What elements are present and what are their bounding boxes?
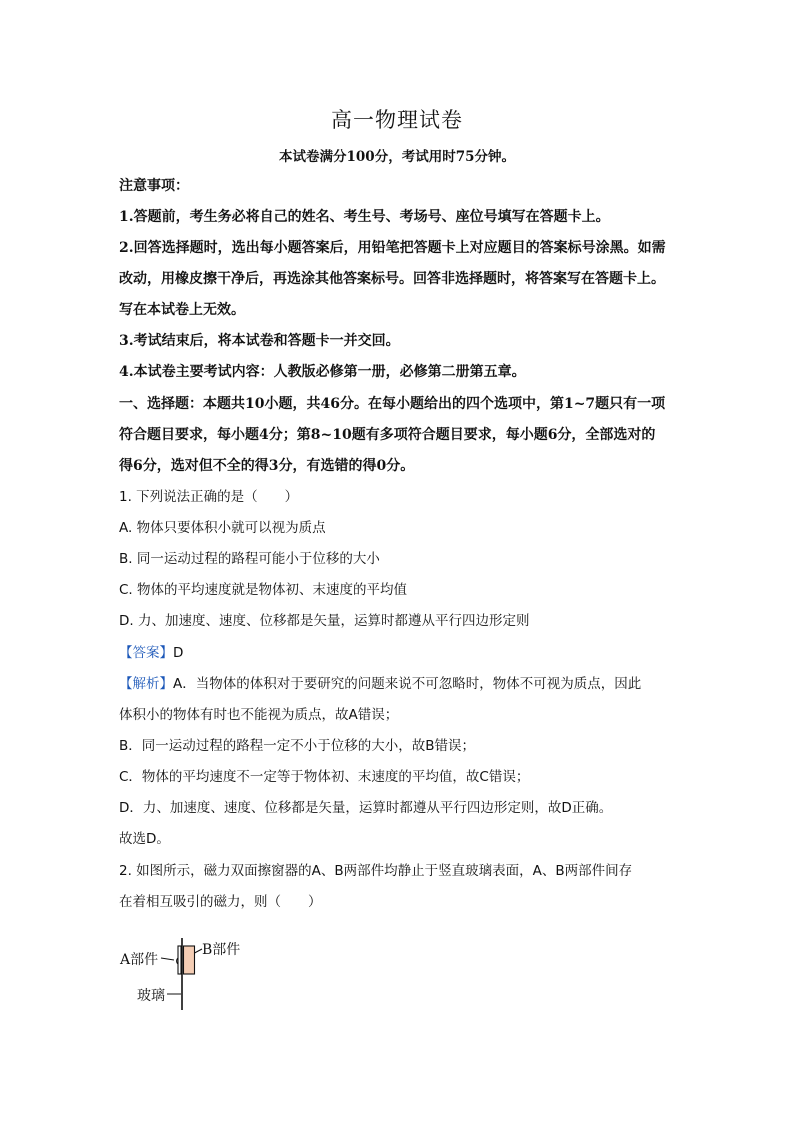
question-1-analysis-line-1 bbox=[119, 674, 679, 694]
part-b-body bbox=[184, 946, 195, 974]
question-1-analysis-line-3: B．同一运动过程的路程一定不小于位移的大小，故B错误； bbox=[119, 738, 476, 754]
part-b-leader bbox=[195, 949, 203, 953]
notes-heading: 注意事项： bbox=[119, 178, 189, 194]
question-1-analysis-line-4: C．物体的平均速度不一定等于物体初、末速度的平均值，故C错误； bbox=[119, 769, 530, 785]
question-1-option-c: C. 物体的平均速度就是物体初、末速度的平均值 bbox=[119, 582, 408, 598]
note-item-2-line-3: 写在本试卷上无效。 bbox=[119, 302, 245, 318]
question-2-stem-line-1: 2. 如图所示，磁力双面擦窗器的A、B两部件均静止于竖直玻璃表面，A、B两部件间存 bbox=[119, 863, 633, 879]
note-item-2-line-1: 2.回答选择题时，选出每小题答案后，用铅笔把答题卡上对应题目的答案标号涂黑。如需 bbox=[119, 240, 666, 256]
question-1-stem: 1. 下列说法正确的是（ ） bbox=[119, 489, 299, 505]
section-1-intro-line-1: 一、选择题：本题共10小题，共46分。在每小题给出的四个选项中，第1~7题只有一项 bbox=[119, 396, 666, 412]
question-1-analysis-line-2: 体积小的物体有时也不能视为质点，故A错误； bbox=[119, 707, 399, 723]
section-1-intro-line-2: 符合题目要求，每小题4分；第8~10题有多项符合题目要求，每小题6分，全部选对的 bbox=[119, 427, 656, 443]
analysis-text: A．当物体的体积对于要研究的问题来说不可忽略时，物体不可视为质点，因此 bbox=[173, 676, 642, 692]
label-part-b: B部件 bbox=[202, 942, 241, 958]
page-title: 高一物理试卷 bbox=[331, 108, 463, 132]
exam-info: 本试卷满分100分，考试用时75分钟。 bbox=[279, 149, 515, 165]
note-item-4: 4.本试卷主要考试内容：人教版必修第一册，必修第二册第五章。 bbox=[119, 364, 526, 380]
question-1-option-b: B. 同一运动过程的路程可能小于位移的大小 bbox=[119, 551, 380, 567]
answer-value: D bbox=[173, 645, 184, 661]
answer-tag: 【答案】 bbox=[119, 645, 173, 661]
note-item-1: 1.答题前，考生务必将自己的姓名、考生号、考场号、座位号填写在答题卡上。 bbox=[119, 209, 610, 225]
section-1-intro-line-3: 得6分，选对但不全的得3分，有选错的得0分。 bbox=[119, 458, 415, 474]
part-a-body bbox=[178, 946, 181, 974]
part-a-leader bbox=[161, 958, 174, 960]
note-item-2-line-2: 改动，用橡皮擦干净后，再选涂其他答案标号。回答非选择题时，将答案写在答题卡上。 bbox=[119, 271, 665, 287]
question-1-option-a: A. 物体只要体积小就可以视为质点 bbox=[119, 520, 326, 536]
question-1-analysis-line-5: D．力、加速度、速度、位移都是矢量，运算时都遵从平行四边形定则，故D正确。 bbox=[119, 800, 613, 816]
label-glass: 玻璃 bbox=[137, 988, 165, 1004]
question-1-conclusion: 故选D。 bbox=[119, 831, 170, 847]
question-1-answer bbox=[119, 643, 679, 663]
label-part-a: A部件 bbox=[120, 952, 159, 968]
analysis-tag: 【解析】 bbox=[119, 676, 173, 692]
question-1-option-d: D. 力、加速度、速度、位移都是矢量，运算时都遵从平行四边形定则 bbox=[119, 613, 530, 629]
note-item-3: 3.考试结束后，将本试卷和答题卡一并交回。 bbox=[119, 333, 400, 349]
window-cleaner-figure bbox=[112, 932, 262, 1014]
question-2-stem-line-2: 在着相互吸引的磁力，则（ ） bbox=[119, 894, 322, 910]
